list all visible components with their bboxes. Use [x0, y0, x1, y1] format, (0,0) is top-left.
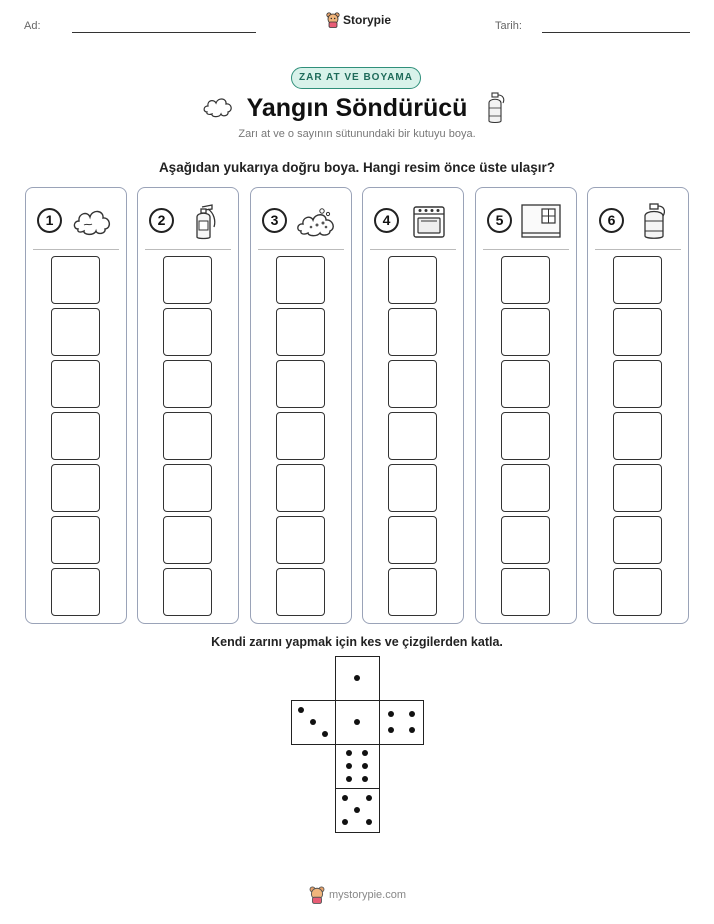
gas-canister-icon	[632, 201, 676, 241]
color-box[interactable]	[501, 464, 550, 512]
window-wall-icon	[520, 201, 564, 241]
dice-pip	[322, 731, 328, 737]
column-4	[362, 187, 464, 624]
dice-face-1	[335, 700, 380, 745]
dice-pip	[298, 707, 304, 713]
color-box[interactable]	[163, 568, 212, 616]
color-box[interactable]	[163, 412, 212, 460]
color-box[interactable]	[51, 516, 100, 564]
color-box[interactable]	[501, 360, 550, 408]
dice-pip	[342, 819, 348, 825]
footer	[309, 886, 406, 904]
color-box[interactable]	[388, 412, 437, 460]
color-box[interactable]	[613, 464, 662, 512]
dice-pip	[388, 711, 394, 717]
column-2	[137, 187, 239, 624]
dice-face-1	[335, 656, 380, 701]
color-box[interactable]	[501, 256, 550, 304]
gas-canister-icon	[483, 91, 509, 125]
color-box[interactable]	[388, 256, 437, 304]
color-box[interactable]	[388, 568, 437, 616]
color-box[interactable]	[276, 360, 325, 408]
page-title: Yangın Söndürücü	[246, 94, 468, 122]
color-box[interactable]	[163, 360, 212, 408]
dice-pip	[354, 719, 360, 725]
column-number: 2	[149, 208, 174, 233]
column-divider	[258, 249, 344, 250]
column-number: 1	[37, 208, 62, 233]
color-box[interactable]	[501, 412, 550, 460]
color-box[interactable]	[501, 308, 550, 356]
activity-badge: ZAR AT VE BOYAMA	[291, 67, 421, 89]
color-box[interactable]	[613, 568, 662, 616]
color-box[interactable]	[163, 464, 212, 512]
dice-pip	[346, 763, 352, 769]
name-label: Ad:	[24, 20, 41, 32]
color-box[interactable]	[613, 412, 662, 460]
dice-pip	[362, 750, 368, 756]
subtitle: Zarı at ve o sayının sütunundaki bir kutuyu boya.	[238, 128, 476, 140]
color-box[interactable]	[613, 360, 662, 408]
dice-instruction: Kendi zarını yapmak için kes ve çizgilerden katla.	[211, 635, 503, 649]
column-divider	[145, 249, 231, 250]
color-box[interactable]	[388, 516, 437, 564]
dice-pip	[362, 776, 368, 782]
column-divider	[595, 249, 681, 250]
title-row	[0, 90, 714, 126]
dice-pip	[388, 727, 394, 733]
color-box[interactable]	[501, 516, 550, 564]
smoke-icon	[70, 201, 114, 241]
dice-face-5	[335, 788, 380, 833]
color-box[interactable]	[613, 516, 662, 564]
column-number: 4	[374, 208, 399, 233]
color-box[interactable]	[388, 464, 437, 512]
color-box[interactable]	[163, 308, 212, 356]
column-5	[475, 187, 577, 624]
column-number: 3	[262, 208, 287, 233]
color-box[interactable]	[501, 568, 550, 616]
column-6	[587, 187, 689, 624]
dice-pip	[354, 675, 360, 681]
logo-text: Storypie	[343, 13, 392, 27]
dice-pip	[342, 795, 348, 801]
color-box[interactable]	[276, 568, 325, 616]
color-box[interactable]	[51, 308, 100, 356]
color-box[interactable]	[388, 308, 437, 356]
color-box[interactable]	[163, 256, 212, 304]
dice-pip	[310, 719, 316, 725]
dice-pip	[354, 807, 360, 813]
stove-icon	[407, 201, 451, 241]
dice-pip	[366, 795, 372, 801]
dice-face-3	[291, 700, 336, 745]
color-box[interactable]	[51, 464, 100, 512]
column-1	[25, 187, 127, 624]
date-line	[542, 32, 690, 33]
color-box[interactable]	[613, 308, 662, 356]
dice-pip	[366, 819, 372, 825]
foam-cloud-icon	[295, 201, 339, 241]
color-box[interactable]	[276, 308, 325, 356]
color-box[interactable]	[51, 256, 100, 304]
column-3	[250, 187, 352, 624]
color-box[interactable]	[51, 360, 100, 408]
coloring-instruction: Aşağıdan yukarıya doğru boya. Hangi resim önce üste ulaşır?	[158, 160, 556, 175]
color-box[interactable]	[388, 360, 437, 408]
date-label: Tarih:	[495, 20, 522, 32]
dice-face-6	[335, 744, 380, 789]
color-box[interactable]	[613, 256, 662, 304]
dice-face-4	[379, 700, 424, 745]
column-divider	[483, 249, 569, 250]
color-box[interactable]	[163, 516, 212, 564]
column-number: 6	[599, 208, 624, 233]
column-divider	[370, 249, 456, 250]
column-divider	[33, 249, 119, 250]
dice-pip	[409, 727, 415, 733]
color-box[interactable]	[51, 568, 100, 616]
bear-mascot-icon	[326, 12, 340, 28]
dice-pip	[409, 711, 415, 717]
storypie-logo	[326, 12, 391, 28]
dice-pip	[362, 763, 368, 769]
color-box[interactable]	[51, 412, 100, 460]
name-line	[72, 32, 256, 33]
color-box[interactable]	[276, 464, 325, 512]
bear-mascot-icon	[309, 886, 325, 904]
footer-url: mystorypie.com	[329, 889, 407, 901]
fire-extinguisher-icon	[182, 201, 226, 241]
dice-pip	[346, 776, 352, 782]
column-number: 5	[487, 208, 512, 233]
color-box[interactable]	[276, 412, 325, 460]
color-box[interactable]	[276, 516, 325, 564]
dice-pip	[346, 750, 352, 756]
color-box[interactable]	[276, 256, 325, 304]
